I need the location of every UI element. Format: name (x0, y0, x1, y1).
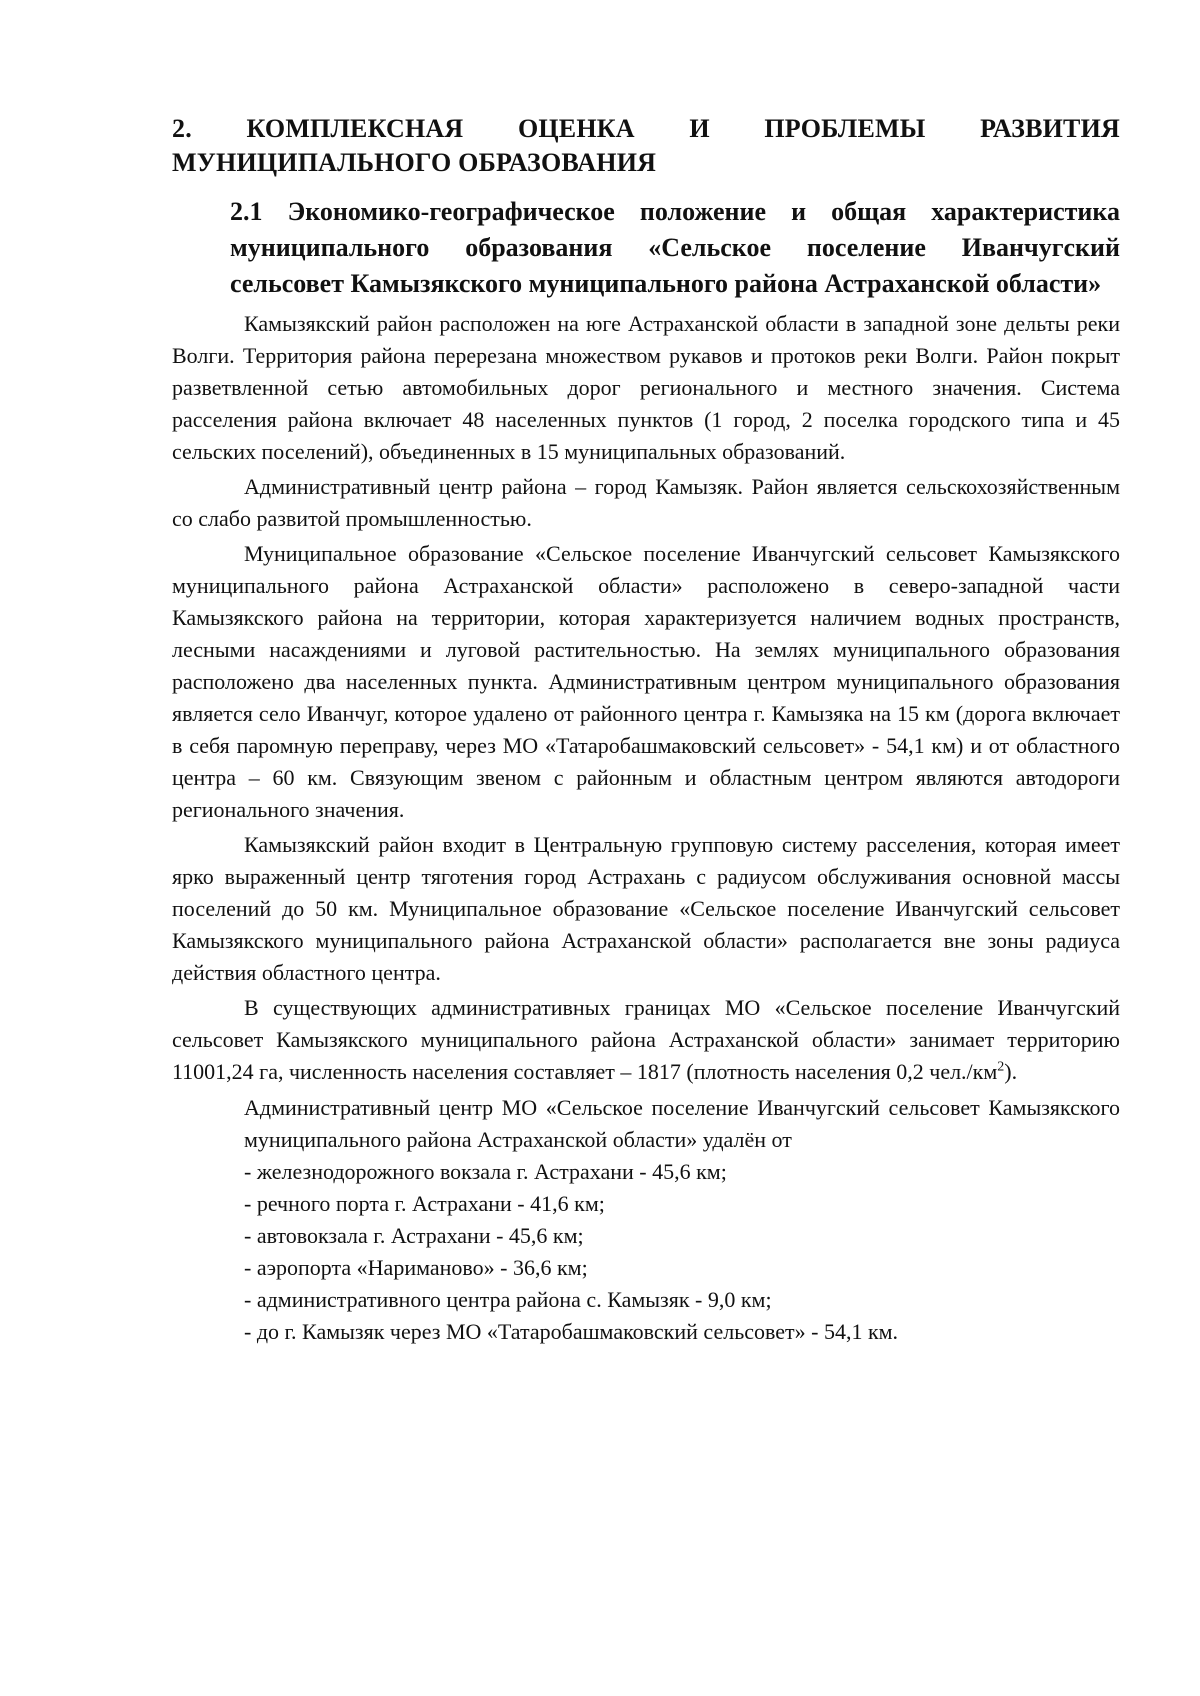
paragraph-district-overview: Камызякский район расположен на юге Астраханской области в западной зоне дельты реки Волги. Территория района перерезана множеством рукавов и протоков реки Волги. Район покрыт разветвленной сетью автомобильных дорог регионального и местного значения. Система расселения района включает 48 населенных пунктов (1 город, 2 поселка городского типа и 45 сельских поселений), объединенных в 15 муниципальных образований. (172, 311, 1120, 464)
list-item: - автовокзала г. Астрахани - 45,6 км; (244, 1223, 584, 1248)
distances-list (244, 1156, 1120, 1348)
distances-block (244, 1092, 1120, 1348)
distances-lead: Административный центр МО «Сельское поселение Иванчугский сельсовет Камызякского муниципального района Астраханской области» удалён от (244, 1095, 1120, 1152)
list-item: - административного центра района с. Камызяк - 9,0 км; (244, 1287, 772, 1312)
superscript: 2 (997, 1059, 1005, 1075)
paragraph-territory (172, 992, 1120, 1088)
subsection-heading: 2.1 Экономико-географическое положение и общая характеристика муниципального образования «Сельское поселение Иванчугский сельсовет Камызякского муниципального района Астраханской области» (230, 197, 1120, 298)
paragraph-admin-center: Административный центр района – город Камызяк. Район является сельскохозяйственным со слабо развитой промышленностью. (172, 474, 1120, 531)
list-item: - железнодорожного вокзала г. Астрахани - 45,6 км; (244, 1159, 727, 1184)
paragraph-settlement-system: Камызякский район входит в Центральную групповую систему расселения, которая имеет ярко выраженный центр тяготения город Астрахань с радиусом обслуживания основной массы поселений до 50 км. Муниципальное образование «Сельское поселение Иванчугский сельсовет Камызякского муниципального района Астраханской области» располагается вне зоны радиуса действия областного центра. (172, 832, 1120, 985)
document-page (172, 112, 1120, 1348)
section-heading: 2. КОМПЛЕКСНАЯ ОЦЕНКА И ПРОБЛЕМЫ РАЗВИТИЯ МУНИЦИПАЛЬНОГО ОБРАЗОВАНИЯ (172, 114, 1120, 177)
territory-text: В существующих административных границах МО «Сельское поселение Иванчугский сельсовет Камызякского муниципального района Астраханской области» занимает территорию 11001,24 га, численность населения составляет – 1817 (плотность населения 0,2 чел./км (172, 995, 1120, 1084)
list-item: - аэропорта «Нариманово» - 36,6 км; (244, 1255, 588, 1280)
list-item: - до г. Камызяк через МО «Татаробашмаковский сельсовет» - 54,1 км. (244, 1319, 899, 1344)
paragraph-municipality-location: Муниципальное образование «Сельское поселение Иванчугский сельсовет Камызякского муниципального района Астраханской области» расположено в северо-западной части Камызякского района на территории, которая характеризуется наличием водных пространств, лесными насаждениями и луговой растительностью. На землях муниципального образования расположено два населенных пункта. Административным центром муниципального образования является село Иванчуг, которое удалено от районного центра г. Камызяка на 15 км (дорога включает в себя паромную переправу, через МО «Татаробашмаковский сельсовет» - 54,1 км) и от областного центра – 60 км. Связующим звеном с районным и областным центром являются автодороги регионального значения. (172, 541, 1120, 822)
list-item: - речного порта г. Астрахани - 41,6 км; (244, 1191, 605, 1216)
territory-tail: ). (1004, 1059, 1018, 1084)
